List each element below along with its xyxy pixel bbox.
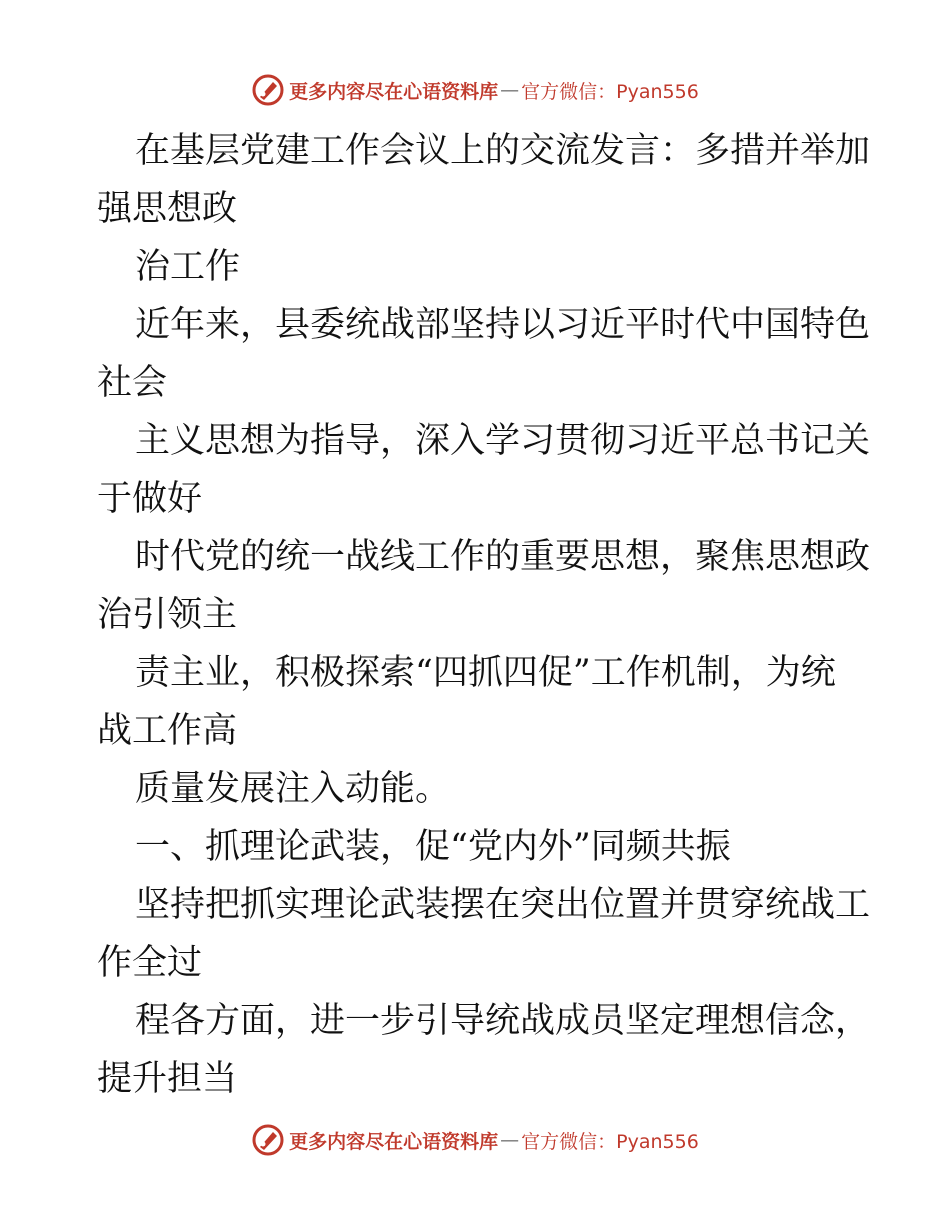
text-line: 主义思想为指导，深入学习贯彻习近平总书记关 <box>135 421 871 461</box>
watermark-wechat: 官方微信：Pyan556 <box>521 1130 699 1153</box>
text-line: 质量发展注入动能。 <box>135 769 451 809</box>
text-line: 作全过 <box>97 943 203 983</box>
text-line: 治引领主 <box>97 595 238 635</box>
watermark-dash: — <box>500 79 520 101</box>
section-heading: 一、抓理论武装，促“党内外”同频共振 <box>135 827 731 867</box>
text-line: 近年来，县委统战部坚持以习近平时代中国特色 <box>135 305 871 345</box>
text-line: 强思想政 <box>97 189 238 229</box>
brand-logo-icon <box>251 1123 285 1157</box>
watermark-text: 更多内容尽在心语资料库 <box>289 1130 499 1153</box>
text-line: 战工作高 <box>97 711 238 751</box>
text-line: 提升担当 <box>97 1059 238 1099</box>
header-watermark <box>0 70 950 110</box>
text-line: 于做好 <box>97 479 203 519</box>
text-line: 治工作 <box>135 247 241 287</box>
watermark-dash: — <box>500 1129 520 1151</box>
watermark-wechat: 官方微信：Pyan556 <box>521 80 699 103</box>
text-line: 责主业，积极探索“四抓四促”工作机制，为统 <box>135 653 836 693</box>
text-line: 社会 <box>97 363 168 403</box>
footer-watermark <box>0 1120 950 1160</box>
watermark-text: 更多内容尽在心语资料库 <box>289 80 499 103</box>
text-line: 时代党的统一战线工作的重要思想，聚焦思想政 <box>135 537 871 577</box>
document-body <box>97 122 871 1108</box>
brand-logo-icon <box>251 73 285 107</box>
text-line: 在基层党建工作会议上的交流发言：多措并举加 <box>135 131 871 171</box>
text-line: 坚持把抓实理论武装摆在突出位置并贯穿统战工 <box>135 885 871 925</box>
text-line: 程各方面，进一步引导统战成员坚定理想信念， <box>135 1001 871 1041</box>
